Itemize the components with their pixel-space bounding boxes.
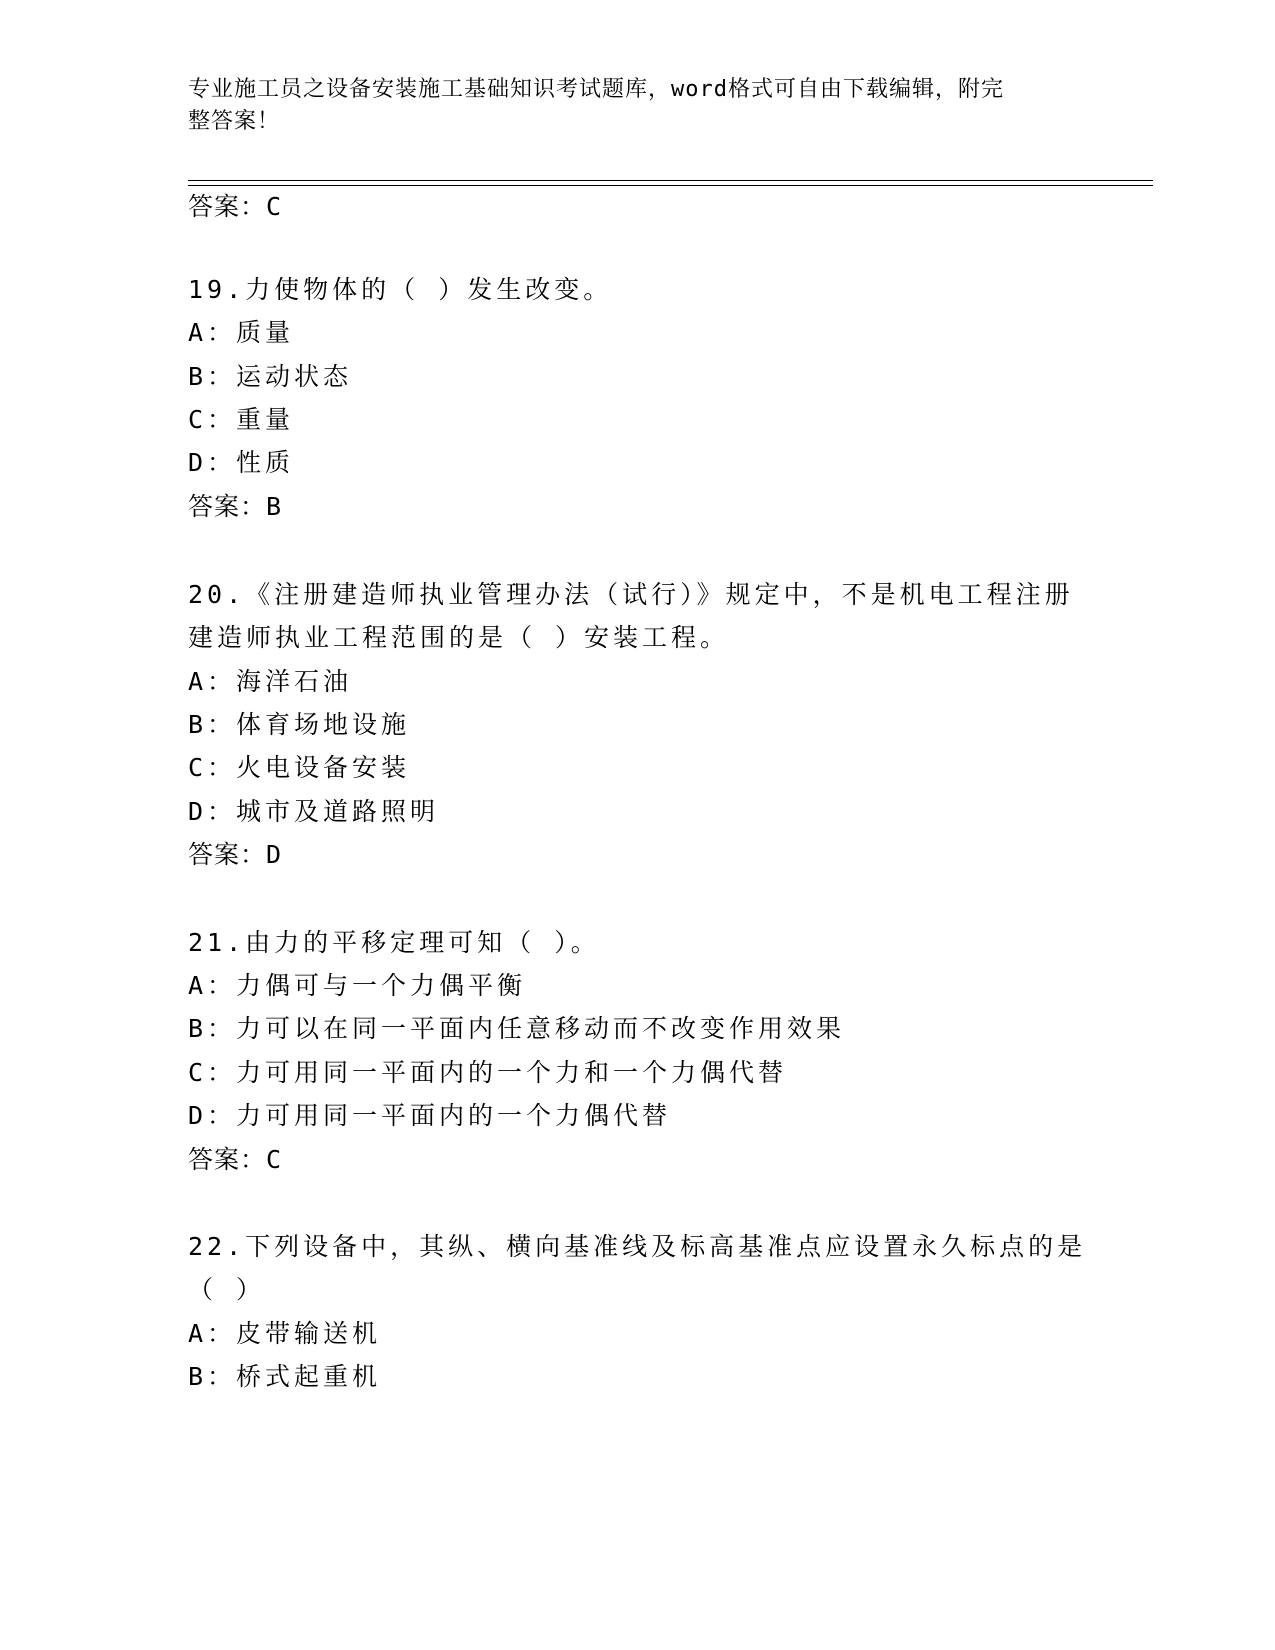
question-22-stem-line-2: （ ） xyxy=(188,1275,266,1304)
answer-previous xyxy=(188,192,282,222)
question-22-option-b: B：桥式起重机 xyxy=(188,1362,382,1391)
question-19-stem: 19.力使物体的（ ）发生改变。 xyxy=(188,275,613,304)
question-19-answer xyxy=(188,492,282,522)
question-21-option-c: C：力可用同一平面内的一个力和一个力偶代替 xyxy=(188,1058,788,1087)
question-20-option-c: C：火电设备安装 xyxy=(188,753,411,782)
question-20-answer xyxy=(188,840,282,870)
answer-value: B xyxy=(266,492,283,521)
question-22-option-a: A：皮带输送机 xyxy=(188,1319,382,1348)
answer-value: C xyxy=(266,192,283,221)
header-line-2: 整答案！ xyxy=(188,109,281,134)
answer-value: D xyxy=(266,840,283,869)
question-21-option-a: A：力偶可与一个力偶平衡 xyxy=(188,971,527,1000)
header-divider-bottom xyxy=(188,185,1153,186)
question-20-option-b: B：体育场地设施 xyxy=(188,710,411,739)
answer-label: 答案： xyxy=(188,1145,267,1174)
question-22-stem-line-1: 22.下列设备中，其纵、横向基准线及标高基准点应设置永久标点的是 xyxy=(188,1232,1087,1261)
answer-label: 答案： xyxy=(188,492,267,521)
question-21-option-d: D：力可用同一平面内的一个力偶代替 xyxy=(188,1101,672,1130)
question-19-option-c: C：重量 xyxy=(188,405,295,434)
answer-label: 答案： xyxy=(188,840,267,869)
question-19-option-a: A：质量 xyxy=(188,318,295,347)
question-19-option-d: D：性质 xyxy=(188,448,295,477)
question-21-answer xyxy=(188,1145,282,1175)
header-line-1: 专业施工员之设备安装施工基础知识考试题库，word格式可自由下载编辑，附完 xyxy=(188,77,1004,102)
answer-value: C xyxy=(266,1145,283,1174)
question-20-option-a: A：海洋石油 xyxy=(188,667,353,696)
document-header xyxy=(188,74,1068,138)
question-21-stem: 21.由力的平移定理可知（ ）。 xyxy=(188,928,600,957)
answer-label: 答案： xyxy=(188,192,267,221)
header-divider-top xyxy=(188,180,1153,181)
question-20-stem-line-2: 建造师执业工程范围的是（ ）安装工程。 xyxy=(188,623,730,652)
question-19-option-b: B：运动状态 xyxy=(188,362,353,391)
question-21-option-b: B：力可以在同一平面内任意移动而不改变作用效果 xyxy=(188,1014,846,1043)
question-20-option-d: D：城市及道路照明 xyxy=(188,797,440,826)
question-20-stem-line-1: 20.《注册建造师执业管理办法（试行）》规定中，不是机电工程注册 xyxy=(188,580,1074,609)
